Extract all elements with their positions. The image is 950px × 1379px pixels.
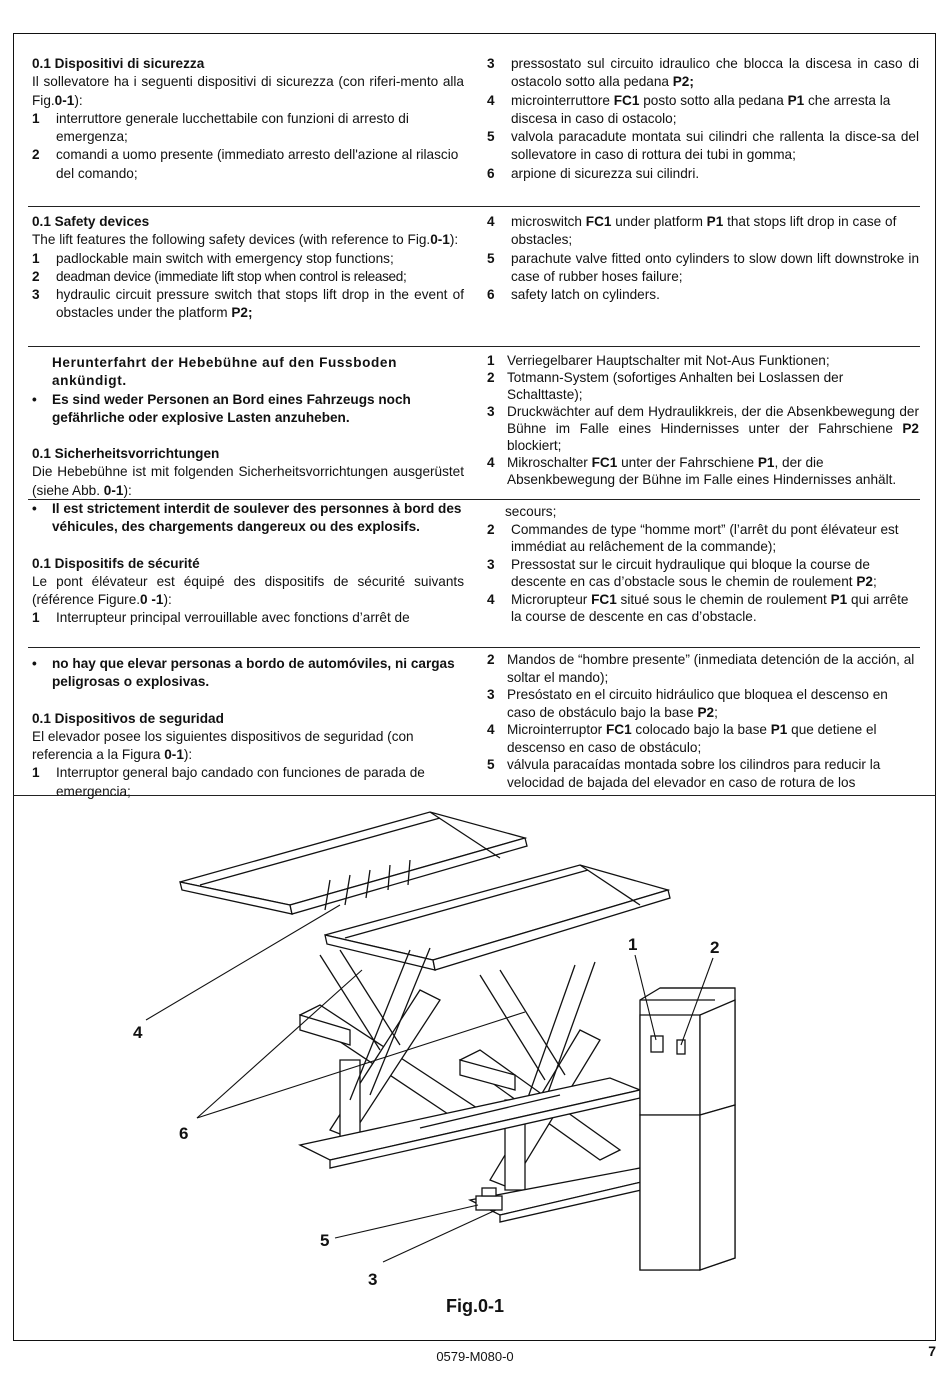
section-divider	[28, 647, 920, 648]
es-intro-ref: 0-1	[164, 747, 184, 763]
item-ref: FC1	[591, 455, 618, 470]
fr-heading: 0.1 Dispositifs de sécurité	[32, 555, 200, 571]
es-intro-text: El elevador posee los siguientes dispositivos de seguridad (con referencia a la Figura	[32, 728, 414, 763]
item-text: posto sotto alla pedana	[639, 92, 788, 108]
item-text: qui arrête la course de descente en cas d’obstacle.	[511, 591, 909, 624]
en-left-column	[32, 213, 464, 323]
item-number: 1	[32, 110, 40, 126]
item-number: 3	[487, 556, 495, 572]
en-intro-text: The lift features the following safety devices (with reference to Fig.	[32, 232, 431, 248]
callout-1: 1	[628, 935, 638, 954]
control-cabinet	[640, 988, 735, 1270]
it-left-column	[32, 55, 464, 183]
de-intro-text: Die Hebebühne ist mit folgenden Sicherheitsvorrichtungen ausgerüstet (siehe Abb.	[32, 464, 464, 498]
item-number: 2	[487, 370, 495, 385]
item-text: Mikroschalter	[507, 455, 592, 470]
bullet-icon: •	[32, 656, 37, 671]
de-item-2	[487, 369, 919, 403]
it-intro-ref: 0-1	[54, 92, 75, 108]
es-left-column	[32, 655, 464, 801]
item-number: 1	[32, 610, 40, 626]
callout-4: 4	[133, 1023, 143, 1042]
item-ref: FC1	[585, 214, 612, 229]
item-ref: P2;	[672, 74, 694, 90]
warning-text: no hay que elevar personas a bordo de automóviles, ni cargas peligrosas o explosivas.	[52, 656, 455, 690]
item-text: comandi a uomo presente (immediato arresto dell'azione al rilascio del comando;	[56, 147, 459, 181]
item-number: 3	[487, 56, 495, 71]
en-item-6	[487, 286, 919, 304]
item-number: 4	[487, 591, 495, 607]
warning-text: Es sind weder Personen an Bord eines Fahrzeugs noch gefährliche oder explosive Lasten anzuheben.	[52, 391, 411, 425]
item-text: Commandes de type “homme mort” (l’arrêt du pont élévateur est immédiat au relâchement de la commande);	[511, 521, 899, 554]
es-heading: 0.1 Dispositivos de seguridad	[32, 710, 224, 726]
fr-item-1-cont: secours;	[505, 504, 557, 519]
es-intro	[32, 728, 464, 765]
item-text: Interrupteur principal verrouillable avec fonctions d’arrêt de	[56, 610, 410, 626]
es-item-4	[487, 721, 919, 756]
it-intro-text: Il sollevatore ha i seguenti dispositivi di sicurezza (con riferi-mento alla Fig.	[32, 74, 464, 108]
figure-caption: Fig.0-1	[446, 1296, 505, 1316]
fr-warning	[32, 500, 464, 537]
item-text: valvola paracadute montata sui cilindri che rallenta la disce-sa del sollevatore in caso di rottura dei tubi in gomma;	[511, 129, 919, 163]
fr-item-4	[487, 591, 919, 626]
item-number: 2	[32, 147, 40, 163]
de-item-1	[487, 352, 919, 369]
de-item-4	[487, 454, 919, 488]
page-number: 7	[928, 1343, 936, 1359]
fr-intro-text: Le pont élévateur est équipé des dispositifs de sécurité suivants (référence Figure.	[32, 573, 464, 608]
item-ref: P2	[697, 704, 715, 720]
callout-3: 3	[368, 1270, 378, 1289]
en-intro	[32, 231, 464, 249]
en-heading: 0.1 Safety devices	[32, 214, 150, 229]
item-ref: P2;	[231, 305, 253, 321]
en-item-4	[487, 213, 919, 250]
item-number: 2	[487, 521, 495, 537]
item-ref: P1	[706, 214, 724, 229]
de-left-column	[32, 354, 464, 500]
item-ref: P1	[770, 722, 788, 737]
item-text: deadman device (immediate lift stop when control is released;	[56, 268, 407, 284]
item-number: 6	[487, 165, 495, 181]
es-warning	[32, 655, 464, 692]
en-item-1	[32, 250, 464, 268]
item-number: 1	[32, 250, 40, 266]
item-number: 5	[487, 250, 495, 266]
it-intro	[32, 73, 464, 110]
callout-5: 5	[320, 1231, 330, 1250]
item-text: ;	[714, 704, 718, 720]
en-item-3	[32, 286, 464, 323]
es-item-5	[487, 756, 919, 791]
item-text: that stops lift drop in case of obstacles;	[511, 214, 897, 248]
item-ref: P1	[757, 455, 775, 470]
it-intro-end: ):	[74, 92, 83, 108]
item-text: colocado bajo la base	[631, 722, 771, 737]
es-intro-end: ):	[183, 747, 193, 763]
item-number: 2	[487, 652, 495, 667]
warning-text: Herunterfahrt der Hebebühne auf den Fussboden ankündigt.	[52, 355, 397, 389]
item-text: Presóstato en el circuito hidráulico que bloquea el descenso en caso de obstáculo bajo la base	[507, 687, 888, 720]
it-item-4	[487, 92, 919, 129]
item-ref: FC1	[605, 722, 632, 737]
it-right-column	[487, 55, 919, 183]
de-warning	[32, 391, 464, 428]
bullet-icon: •	[32, 501, 37, 516]
item-text: , der die Absenkbewegung der Bühne im Falle eines Hindernisses anhält.	[507, 455, 897, 487]
fr-right-column	[487, 503, 919, 626]
item-ref: P2	[856, 574, 873, 589]
item-text: Verriegelbarer Hauptschalter mit Not-Aus Funktionen;	[507, 353, 830, 368]
item-number: 4	[487, 455, 495, 470]
es-item-2	[487, 651, 919, 686]
item-number: 3	[487, 404, 495, 419]
it-item-2	[32, 146, 464, 183]
item-number: 4	[487, 92, 495, 108]
it-item-1	[32, 110, 464, 147]
item-text: pressostato sul circuito idraulico che blocca la discesa in caso di ostacolo sotto alla pedana	[511, 56, 919, 90]
item-text: Druckwächter auf dem Hydraulikkreis, der die Absenkbewegung der Bühne im Falle eines Hindernisses unter der Fahrschiene	[507, 404, 919, 436]
document-id: 0579-M080-0	[436, 1349, 514, 1364]
fr-left-column	[32, 500, 464, 628]
en-item-5	[487, 250, 919, 287]
it-item-3	[487, 55, 919, 92]
it-item-5	[487, 128, 919, 165]
en-intro-end: ):	[449, 232, 459, 248]
en-item-2	[32, 268, 464, 286]
item-ref: FC1	[613, 92, 640, 108]
item-ref: FC1	[591, 591, 617, 607]
item-text: Mandos de “hombre presente” (inmediata detención de la acción, al soltar el mando);	[507, 652, 915, 685]
item-text: Interruptor general bajo candado con funciones de parada de emergencia;	[56, 765, 425, 799]
item-text: microinterruttore	[511, 92, 614, 108]
scissor-arms-right	[460, 962, 620, 1190]
item-number: 5	[487, 757, 495, 772]
it-heading: 0.1 Dispositivi di sicurezza	[32, 56, 205, 71]
fr-intro-ref: 0 -1	[140, 592, 164, 608]
item-text: válvula paracaídas montada sobre los cilindros para reducir la velocidad de bajada del elevador en caso de rotura de los	[507, 757, 881, 790]
item-number: 6	[487, 287, 495, 303]
lift-illustration	[0, 795, 950, 1295]
item-ref: P2	[902, 421, 919, 436]
es-right-column	[487, 651, 919, 791]
item-number: 2	[32, 268, 40, 284]
item-text: Microinterruptor	[507, 722, 606, 737]
de-right-column	[487, 352, 919, 488]
item-number: 3	[487, 687, 495, 702]
en-intro-ref: 0-1	[430, 232, 450, 248]
bullet-icon: •	[32, 391, 37, 407]
de-intro-end: ):	[123, 482, 132, 498]
item-text: padlockable main switch with emergency stop functions;	[56, 250, 394, 266]
item-number: 4	[487, 722, 495, 737]
section-divider	[28, 206, 920, 207]
item-text: unter der Fahrschiene	[617, 455, 758, 470]
item-number: 3	[32, 287, 40, 303]
item-number: 5	[487, 129, 495, 145]
item-text: che arresta la discesa in caso di ostacolo;	[511, 92, 891, 126]
fr-item-1	[32, 609, 464, 627]
fr-intro-end: ):	[163, 592, 172, 608]
valve-block	[476, 1188, 502, 1210]
fr-item-3	[487, 556, 919, 591]
callout-6: 6	[179, 1124, 189, 1143]
de-item-3	[487, 403, 919, 454]
item-text: parachute valve fitted onto cylinders to slow down lift downstroke in case of rubber hoses failure;	[511, 250, 919, 284]
item-text: Totmann-System (sofortiges Anhalten bei Loslassen der Schalttaste);	[507, 370, 844, 402]
item-text: hydraulic circuit pressure switch that stops lift drop in the event of obstacles under the platform	[56, 287, 464, 321]
section-divider	[28, 346, 920, 347]
item-number: 1	[487, 353, 495, 368]
item-text: Pressostat sur le circuit hydraulique qui bloque la course de descente en cas d’obstacle sous le chemin de roulement	[511, 556, 870, 589]
de-warning-cont	[32, 354, 464, 391]
scissor-arms-left	[300, 948, 480, 1140]
item-text: situé sous le chemin de roulement	[616, 591, 831, 607]
warning-text: Il est strictement interdit de soulever des personnes à bord des véhicules, des chargements dangereux ou des explosifs.	[52, 501, 462, 535]
item-ref: P1	[830, 591, 848, 607]
item-text: microswitch	[511, 214, 586, 229]
de-intro	[32, 463, 464, 500]
de-heading: 0.1 Sicherheitsvorrichtungen	[32, 446, 220, 462]
item-number: 1	[32, 765, 40, 781]
item-text: blockiert;	[507, 438, 562, 453]
item-text: que detiene el descenso en caso de obstáculo;	[507, 722, 877, 755]
it-item-6	[487, 165, 919, 183]
fr-item-2	[487, 521, 919, 556]
callout-2: 2	[710, 938, 720, 957]
item-number: 4	[487, 214, 495, 229]
en-right-column	[487, 213, 919, 304]
item-text: arpione di sicurezza sui cilindri.	[511, 165, 700, 181]
es-item-3	[487, 686, 919, 721]
item-text: under platform	[611, 214, 707, 229]
item-ref: P1	[787, 92, 805, 108]
item-text: ;	[872, 574, 877, 589]
item-text: safety latch on cylinders.	[511, 287, 660, 303]
fr-intro	[32, 573, 464, 610]
de-intro-ref: 0-1	[103, 482, 124, 498]
item-text: interruttore generale lucchettabile con funzioni di arresto di emergenza;	[56, 110, 409, 145]
item-text: Microrupteur	[511, 591, 592, 607]
